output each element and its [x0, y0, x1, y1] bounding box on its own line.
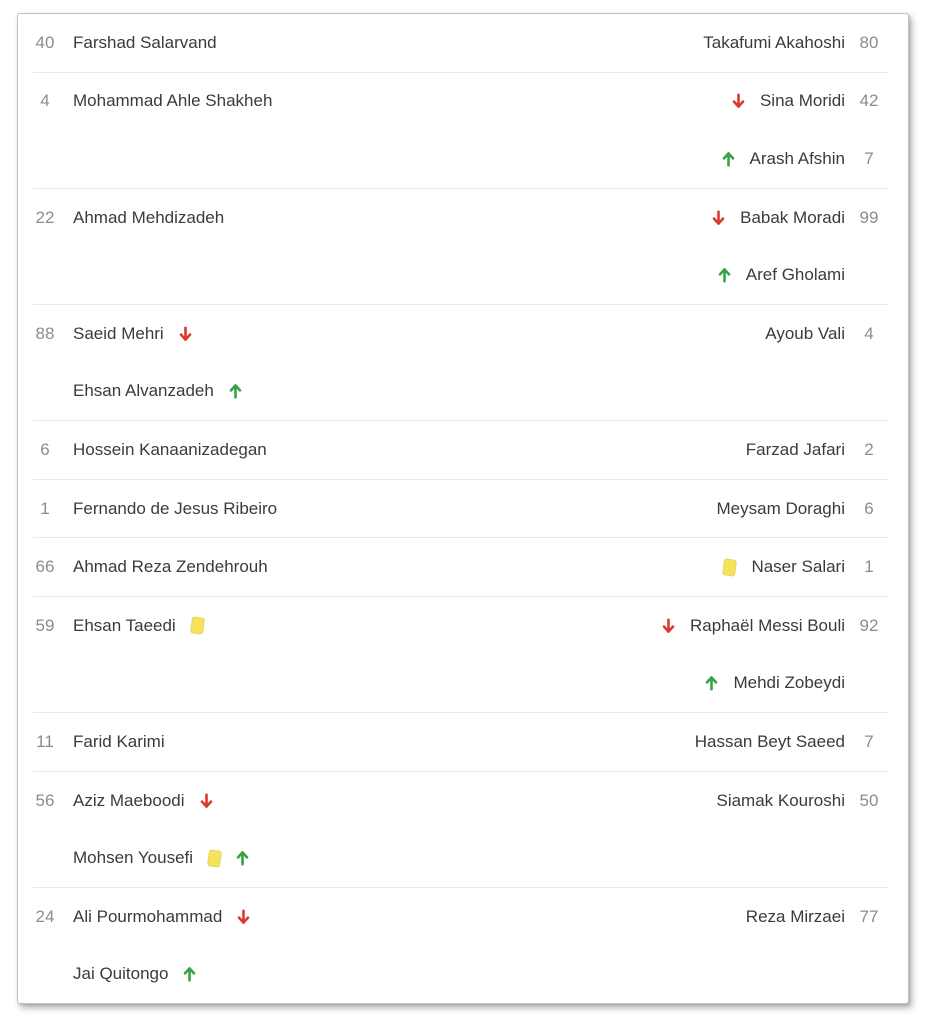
lineup-row: [18, 480, 908, 538]
lineup-row: [18, 73, 908, 188]
player-name: Farzad Jafari: [745, 439, 845, 459]
player-line[interactable]: [18, 888, 463, 946]
player-number: 80: [859, 32, 879, 52]
player-line[interactable]: [463, 713, 908, 771]
player-line[interactable]: [18, 713, 463, 771]
player-line[interactable]: [463, 772, 908, 830]
away-player-cell: [463, 480, 908, 538]
away-player-cell: [463, 597, 908, 712]
player-name: Jai Quitongo: [73, 964, 169, 984]
lineups-card: [17, 13, 909, 1004]
home-player-cell: [18, 480, 463, 538]
sub-in-arrow-icon: [236, 850, 249, 866]
player-number: 59: [35, 615, 55, 635]
lineup-row: [18, 597, 908, 712]
player-number: 77: [859, 906, 879, 926]
player-number: 66: [35, 557, 55, 577]
player-name: Babak Moradi: [740, 207, 845, 227]
home-player-cell: [18, 888, 463, 1003]
player-name: Reza Mirzaei: [745, 906, 845, 926]
yellow-card-icon: [191, 617, 204, 634]
away-player-cell: [463, 421, 908, 479]
home-player-cell: [18, 421, 463, 479]
home-player-cell: [18, 597, 463, 655]
home-player-cell: [18, 305, 463, 420]
player-name: Sina Moridi: [759, 91, 845, 111]
player-line[interactable]: [463, 189, 908, 247]
player-name: Farshad Salarvand: [73, 32, 217, 52]
player-number: 4: [40, 91, 50, 111]
substitute-player-line[interactable]: [463, 655, 908, 713]
lineup-row: [18, 888, 908, 1003]
home-player-cell: [18, 14, 463, 72]
sub-in-arrow-icon: [183, 966, 196, 982]
substitute-player-line[interactable]: [18, 946, 463, 1004]
player-line[interactable]: [18, 189, 463, 247]
player-name: Ahmad Mehdizadeh: [73, 207, 225, 227]
player-number: 92: [859, 615, 879, 635]
player-number: 50: [859, 790, 879, 810]
player-line[interactable]: [463, 597, 908, 655]
lineup-row: [18, 713, 908, 771]
player-number: 40: [35, 32, 55, 52]
player-name: Ayoub Vali: [765, 323, 845, 343]
player-number: 1: [864, 557, 874, 577]
substitute-player-line[interactable]: [18, 363, 463, 421]
player-number: 7: [864, 148, 874, 168]
lineup-row: [18, 421, 908, 479]
player-name: Ali Pourmohammad: [73, 906, 223, 926]
player-number: 56: [35, 790, 55, 810]
player-name: Raphaël Messi Bouli: [690, 615, 845, 635]
sub-out-arrow-icon: [712, 210, 725, 226]
player-name: Meysam Doraghi: [716, 498, 845, 518]
player-line[interactable]: [463, 14, 908, 72]
sub-in-arrow-icon: [718, 267, 731, 283]
lineup-row: [18, 538, 908, 596]
player-name: Takafumi Akahoshi: [703, 32, 845, 52]
away-player-cell: [463, 888, 908, 946]
away-player-cell: [463, 14, 908, 72]
player-name: Mehdi Zobeydi: [733, 673, 845, 693]
sub-out-arrow-icon: [237, 909, 250, 925]
player-name: Ehsan Taeedi: [73, 615, 176, 635]
substitute-player-line[interactable]: [463, 246, 908, 304]
player-name: Ehsan Alvanzadeh: [73, 381, 214, 401]
player-line[interactable]: [18, 538, 463, 596]
player-line[interactable]: [18, 73, 463, 131]
sub-in-arrow-icon: [229, 383, 242, 399]
player-line[interactable]: [18, 421, 463, 479]
player-line[interactable]: [463, 480, 908, 538]
player-name: Mohsen Yousefi: [73, 848, 194, 868]
sub-out-arrow-icon: [662, 618, 675, 634]
player-line[interactable]: [463, 305, 908, 363]
player-number: 7: [864, 731, 874, 751]
player-name: Farid Karimi: [73, 731, 165, 751]
home-player-cell: [18, 538, 463, 596]
player-number: 4: [864, 323, 874, 343]
sub-out-arrow-icon: [179, 326, 192, 342]
home-player-cell: [18, 73, 463, 131]
away-player-cell: [463, 73, 908, 188]
yellow-card-icon: [208, 850, 221, 867]
away-player-cell: [463, 305, 908, 363]
player-line[interactable]: [18, 305, 463, 363]
player-number: 42: [859, 91, 879, 111]
player-name: Ahmad Reza Zendehrouh: [73, 557, 268, 577]
player-name: Aziz Maeboodi: [73, 790, 185, 810]
player-name: Fernando de Jesus Ribeiro: [73, 498, 278, 518]
player-name: Siamak Kouroshi: [716, 790, 845, 810]
player-line[interactable]: [18, 772, 463, 830]
player-name: Saeid Mehri: [73, 323, 164, 343]
player-number: 6: [864, 498, 874, 518]
player-number: 99: [859, 207, 879, 227]
player-name: Naser Salari: [751, 557, 845, 577]
lineup-row: [18, 189, 908, 304]
player-name: Hassan Beyt Saeed: [694, 731, 845, 751]
away-player-cell: [463, 538, 908, 596]
player-number: 88: [35, 323, 55, 343]
lineup-row: [18, 305, 908, 420]
player-line[interactable]: [463, 538, 908, 596]
player-line[interactable]: [18, 480, 463, 538]
home-player-cell: [18, 713, 463, 771]
player-name: Hossein Kanaanizadegan: [73, 439, 267, 459]
player-line[interactable]: [18, 597, 463, 655]
sub-in-arrow-icon: [705, 675, 718, 691]
player-name: Arash Afshin: [749, 148, 845, 168]
home-player-cell: [18, 189, 463, 247]
yellow-card-icon: [723, 559, 736, 576]
player-line[interactable]: [18, 14, 463, 72]
substitute-player-line[interactable]: [18, 829, 463, 887]
player-number: 1: [40, 498, 50, 518]
player-line[interactable]: [463, 888, 908, 946]
player-number: 11: [36, 731, 54, 751]
lineup-row: [18, 772, 908, 887]
away-player-cell: [463, 772, 908, 830]
sub-out-arrow-icon: [200, 793, 213, 809]
player-name: Aref Gholami: [745, 265, 845, 285]
lineup-row: [18, 14, 908, 72]
player-line[interactable]: [463, 73, 908, 131]
home-player-cell: [18, 772, 463, 887]
player-number: 6: [40, 439, 50, 459]
away-player-cell: [463, 189, 908, 304]
substitute-player-line[interactable]: [463, 130, 908, 188]
player-number: 22: [35, 207, 55, 227]
player-line[interactable]: [463, 421, 908, 479]
player-number: 2: [864, 439, 874, 459]
player-name: Mohammad Ahle Shakheh: [73, 91, 273, 111]
sub-out-arrow-icon: [732, 93, 745, 109]
player-number: 24: [35, 906, 55, 926]
away-player-cell: [463, 713, 908, 771]
sub-in-arrow-icon: [722, 151, 735, 167]
